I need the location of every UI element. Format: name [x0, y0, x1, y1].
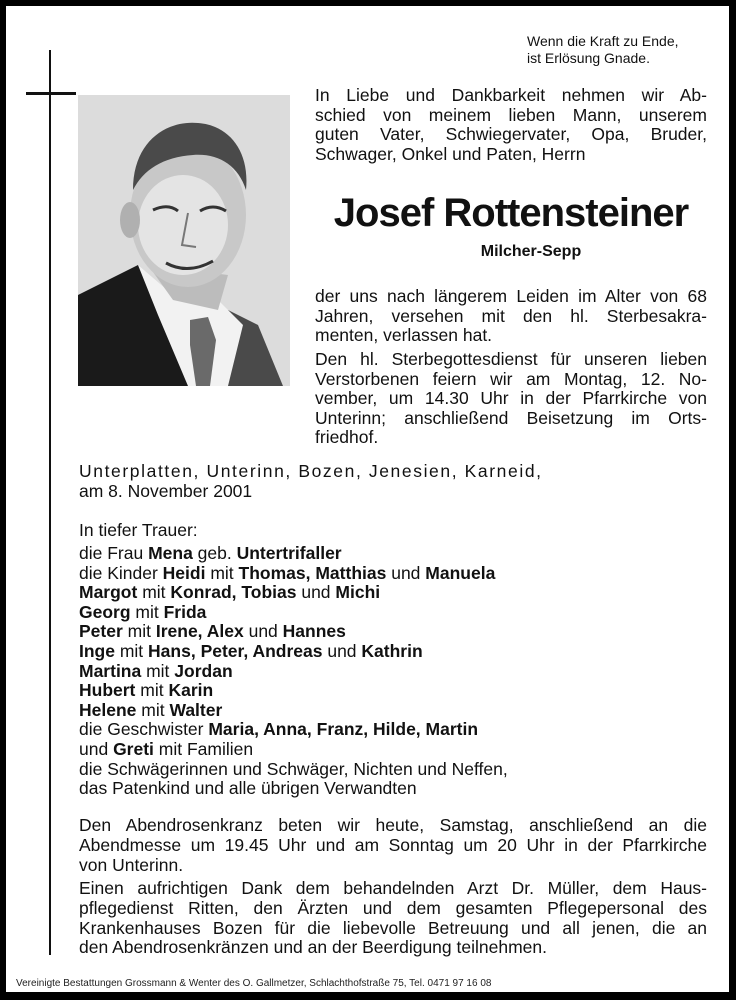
mourner-name: Hannes — [282, 621, 346, 642]
mourner-line — [79, 681, 508, 701]
mourner-line — [79, 642, 508, 662]
motto-line: Wenn die Kraft zu Ende, — [527, 33, 679, 49]
mourning-title: In tiefer Trauer: — [79, 520, 198, 540]
death-notice-line: menten, verlassen hat. — [315, 325, 493, 345]
mourner-text: und — [386, 562, 426, 583]
mourner-name: Walter — [169, 699, 223, 720]
portrait-photo — [78, 95, 290, 386]
mourner-text: mit — [141, 660, 175, 681]
mourner-text: geb. — [192, 543, 237, 563]
mourner-name: Peter — [79, 621, 123, 642]
places-line: Unterplatten, Unterinn, Bozen, Jenesien, Karneid, — [79, 461, 543, 481]
mourner-text: und — [243, 621, 283, 642]
mourner-name: Mena — [148, 543, 193, 563]
mourner-name: Heidi — [162, 562, 206, 583]
mourner-text: mit — [122, 621, 156, 642]
portrait-icon — [78, 95, 290, 386]
thanks-line: Krankenhauses Bozen für die liebevolle Betreuung und all jenen, die an — [79, 917, 707, 938]
rosary-line: von Unterinn. — [79, 854, 184, 875]
thanks-line: Einen aufrichtigen Dank dem behandelnden Arzt Dr. Müller, dem Haus- — [79, 878, 707, 898]
thanks-line: den Abendrosenkränzen und an der Beerdigung teilnehmen. — [79, 937, 547, 958]
motto — [527, 33, 679, 67]
mourner-name: Manuela — [425, 562, 496, 583]
mourner-text: das Patenkind und alle übrigen Verwandten — [79, 778, 417, 799]
mourner-name: Greti — [113, 738, 154, 759]
mourner-name: Irene, Alex — [155, 621, 244, 642]
motto-line: ist Erlösung Gnade. — [527, 50, 650, 66]
date-line: am 8. November 2001 — [79, 481, 253, 501]
mourner-name: Karin — [168, 680, 214, 701]
mourner-name: Hubert — [79, 680, 136, 701]
mourner-name: Untertrifaller — [236, 543, 342, 563]
rosary-line: Abendmesse um 19.45 Uhr und am Sonntag um 20 Uhr in der Pfarrkirche — [79, 834, 707, 855]
death-notice-line: der uns nach längerem Leiden im Alter von 68 — [315, 286, 707, 306]
mourner-text: und — [322, 640, 362, 661]
mourner-line — [79, 760, 508, 780]
mourner-text: mit — [114, 640, 149, 661]
mourner-text: die Frau — [79, 543, 149, 563]
thanks-paragraph — [79, 879, 707, 958]
cross-icon-vertical — [49, 50, 51, 955]
mourner-text: mit — [130, 601, 164, 622]
mourner-name: Jordan — [174, 660, 233, 681]
death-notice-paragraph — [315, 287, 707, 346]
service-line: Den hl. Sterbegottesdienst für unseren lieben — [315, 349, 707, 369]
mourner-name: Maria, Anna, Franz, Hilde, Martin — [208, 719, 479, 740]
mourner-text: mit — [135, 680, 169, 701]
mourner-name: Georg — [79, 601, 131, 622]
service-line: friedhof. — [315, 427, 379, 447]
mourner-line — [79, 779, 508, 799]
service-line: Verstorbenen feiern wir am Montag, 12. No- — [315, 368, 707, 389]
service-line: vember, um 14.30 Uhr in der Pfarrkirche von — [315, 388, 707, 408]
funeral-home-footer: Vereinigte Bestattungen Grossmann & Wenter des O. Gallmetzer, Schlachthofstraße 75, Tel. 0471 97 16 08 — [16, 978, 492, 989]
mourner-text: die Schwägerinnen und Schwäger, Nichten und Neffen, — [79, 758, 508, 779]
service-line: Unterinn; anschließend Beisetzung im Orts- — [315, 407, 707, 428]
intro-line: In Liebe und Dankbarkeit nehmen wir Ab- — [315, 85, 707, 105]
mourner-name: Helene — [79, 699, 137, 720]
deceased-nickname: Milcher-Sepp — [480, 243, 582, 260]
cross-icon-horizontal — [26, 92, 76, 95]
intro-paragraph — [315, 86, 707, 164]
intro-line: schied von meinem lieben Mann, unserem — [315, 104, 707, 125]
service-paragraph — [315, 350, 707, 448]
mourner-line — [79, 564, 508, 584]
rosary-line: Den Abendrosenkranz beten wir heute, Samstag, anschließend an die — [79, 815, 707, 835]
death-notice-line: Jahren, versehen mit den hl. Sterbesakra- — [315, 305, 707, 326]
mourner-text: und — [296, 582, 336, 603]
mourner-name: Hans, Peter, Andreas — [148, 640, 323, 661]
mourner-name: Martina — [79, 660, 142, 681]
intro-line: Schwager, Onkel und Paten, Herrn — [315, 143, 586, 164]
rosary-paragraph — [79, 816, 707, 875]
mourner-text: mit — [205, 562, 239, 583]
intro-line: guten Vater, Schwiegervater, Opa, Bruder, — [315, 124, 707, 144]
deceased-name: Josef Rottensteiner — [333, 191, 689, 235]
mourner-text: mit — [136, 699, 170, 720]
mourner-name: Inge — [79, 640, 115, 661]
thanks-line: pflegedienst Ritten, den Ärzten und dem gesamten Pflegepersonal des — [79, 897, 707, 918]
mourner-name: Thomas, Matthias — [238, 562, 387, 583]
mourner-line — [79, 622, 508, 642]
mourner-text: und — [79, 738, 114, 759]
mourner-line — [79, 544, 508, 564]
mourner-text: die Kinder — [79, 562, 163, 583]
mourner-line — [79, 701, 508, 721]
mourner-line — [79, 720, 508, 740]
mourner-name: Margot — [79, 582, 138, 603]
mourners-list — [79, 544, 508, 799]
mourner-line — [79, 662, 508, 682]
mourner-text: die Geschwister — [79, 719, 209, 740]
mourner-text: mit Familien — [153, 738, 254, 759]
mourner-line — [79, 740, 508, 760]
mourner-line — [79, 603, 508, 623]
mourner-name: Konrad, Tobias — [170, 582, 297, 603]
mourner-text: mit — [137, 582, 171, 603]
mourner-name: Kathrin — [361, 640, 423, 661]
mourner-line — [79, 583, 508, 603]
mourner-name: Michi — [335, 582, 381, 603]
mourner-name: Frida — [163, 601, 207, 622]
